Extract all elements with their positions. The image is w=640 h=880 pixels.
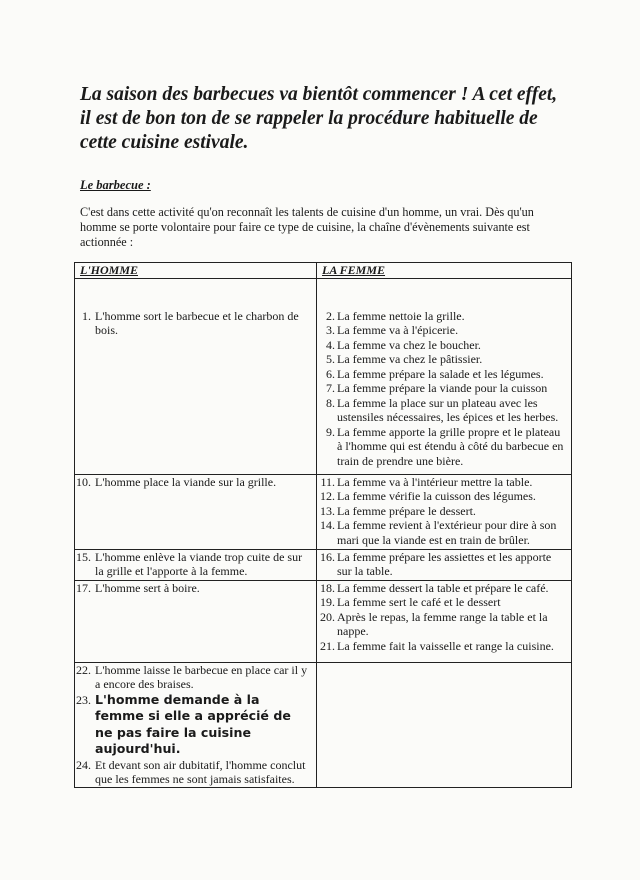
femme-steps — [317, 550, 571, 579]
step-text: La femme dessert la table et prépare le café. — [337, 580, 549, 595]
cell-femme — [317, 474, 572, 549]
cell-femme — [317, 662, 572, 787]
step-number: 22. — [76, 662, 91, 677]
table-row — [75, 662, 572, 787]
step-number: 14. — [320, 518, 335, 532]
headline-line: il est de bon ton de se rappeler la procédure habituelle de — [80, 108, 538, 129]
table-header-row — [75, 263, 572, 279]
intro-line: actionnée : — [80, 235, 134, 249]
step-number: 21. — [320, 638, 335, 653]
cell-homme — [75, 278, 317, 474]
header-cell-homme — [75, 263, 317, 279]
step-item — [317, 504, 571, 519]
step-text: La femme vérifie la cuisson des légumes. — [337, 489, 536, 503]
step-number: 1. — [82, 308, 91, 323]
table-row — [75, 474, 572, 549]
step-text: Et devant son air dubitatif, l'homme conclut que les femmes ne sont jamais satisfaites. — [95, 757, 306, 786]
step-text: Après le repas, la femme range la table et la nappe. — [337, 609, 548, 638]
step-number: 16. — [320, 549, 335, 564]
step-number: 13. — [320, 503, 335, 518]
step-item — [317, 518, 571, 547]
homme-steps — [75, 581, 316, 596]
step-text: La femme prépare la viande pour la cuisson — [337, 381, 548, 395]
step-text: L'homme demande à la femme si elle a apprécié de ne pas faire la cuisine aujourd'hui. — [95, 691, 291, 756]
cell-homme — [75, 549, 317, 580]
step-item — [75, 663, 316, 692]
step-text: L'homme enlève la viande trop cuite de sur la grille et l'apporte à la femme. — [95, 549, 303, 578]
cell-femme — [317, 278, 572, 474]
step-number: 20. — [320, 609, 335, 624]
step-number: 19. — [320, 595, 335, 609]
step-number: 11. — [320, 474, 335, 489]
step-item — [75, 581, 316, 596]
step-item — [75, 692, 316, 758]
procedure-table — [74, 262, 572, 788]
step-number: 2. — [326, 308, 335, 323]
step-item — [317, 309, 571, 324]
step-item — [317, 595, 571, 610]
step-text: La femme fait la vaisselle et range la cuisine. — [337, 638, 554, 653]
step-number: 5. — [326, 352, 335, 366]
step-text: La femme va chez le boucher. — [337, 337, 481, 352]
step-item — [317, 425, 571, 469]
cell-femme — [317, 580, 572, 662]
step-number: 15. — [76, 549, 91, 564]
homme-steps — [75, 309, 316, 338]
step-number: 17. — [76, 580, 91, 595]
step-item — [317, 338, 571, 353]
femme-steps — [317, 475, 571, 548]
step-item — [75, 758, 316, 787]
step-text: La femme va à l'intérieur mettre la table. — [337, 474, 533, 489]
step-text: La femme la place sur un plateau avec les ustensiles nécessaires, les épices et les herbes. — [337, 395, 559, 424]
step-text: La femme va chez le pâtissier. — [337, 352, 483, 366]
step-number: 24. — [76, 757, 91, 772]
step-text: L'homme sort le barbecue et le charbon de bois. — [95, 308, 299, 337]
step-text: L'homme laisse le barbecue en place car il y a encore des braises. — [95, 662, 308, 691]
step-item — [317, 489, 571, 504]
headline-line: La saison des barbecues va bientôt commencer ! A cet effet, — [80, 84, 558, 105]
intro-paragraph — [80, 205, 560, 250]
step-number: 7. — [326, 381, 335, 395]
step-number: 3. — [326, 323, 335, 337]
step-text: La femme prépare la salade et les légumes. — [337, 366, 544, 381]
step-item — [317, 352, 571, 367]
step-item — [317, 581, 571, 596]
step-text: La femme sert le café et le dessert — [337, 595, 501, 609]
homme-steps — [75, 663, 316, 787]
step-text: La femme revient à l'extérieur pour dire à son mari que la viande est en train de brûler. — [337, 518, 557, 547]
step-text: La femme prépare le dessert. — [337, 503, 476, 518]
table-row — [75, 278, 572, 474]
table-row — [75, 580, 572, 662]
intro-line: C'est dans cette activité qu'on reconnaît les talents de cuisine d'un homme, un vrai. Dès qu'un — [80, 205, 534, 219]
intro-line: homme se porte volontaire pour faire ce type de cuisine, la chaîne d'évènements suivante est — [80, 220, 530, 234]
step-item — [75, 475, 316, 490]
step-item — [317, 381, 571, 396]
cell-homme — [75, 662, 317, 787]
step-text: La femme prépare les assiettes et les apporte sur la table. — [337, 549, 552, 578]
cell-femme — [317, 549, 572, 580]
section-title: Le barbecue : — [80, 178, 151, 192]
step-number: 23. — [76, 692, 91, 707]
step-item — [317, 396, 571, 425]
step-number: 18. — [320, 580, 335, 595]
femme-steps — [317, 581, 571, 654]
cell-homme — [75, 580, 317, 662]
homme-steps — [75, 550, 316, 579]
step-item — [317, 610, 571, 639]
headline-line: cette cuisine estivale. — [80, 132, 249, 153]
header-cell-femme — [317, 263, 572, 279]
step-item — [317, 639, 571, 654]
step-item — [75, 550, 316, 579]
step-item — [317, 475, 571, 490]
cell-homme — [75, 474, 317, 549]
table-row — [75, 549, 572, 580]
step-text: L'homme sert à boire. — [95, 580, 200, 595]
step-number: 4. — [326, 337, 335, 352]
step-text: La femme apporte la grille propre et le plateau à l'homme qui est étendu à côté du barbecue en train de prendre une bière. — [337, 424, 564, 468]
step-text: La femme nettoie la grille. — [337, 308, 465, 323]
step-text: La femme va à l'épicerie. — [337, 323, 459, 337]
step-number: 10. — [76, 474, 91, 489]
step-number: 12. — [320, 489, 335, 503]
step-number: 9. — [326, 424, 335, 439]
step-number: 6. — [326, 366, 335, 381]
headline — [80, 83, 580, 155]
step-text: L'homme place la viande sur la grille. — [95, 474, 277, 489]
femme-steps — [317, 309, 571, 469]
step-number: 8. — [326, 395, 335, 410]
step-item — [75, 309, 316, 338]
header-homme: L'HOMME — [80, 263, 139, 277]
homme-steps — [75, 475, 316, 490]
header-femme: LA FEMME — [322, 263, 386, 277]
step-item — [317, 367, 571, 382]
step-item — [317, 323, 571, 338]
step-item — [317, 550, 571, 579]
